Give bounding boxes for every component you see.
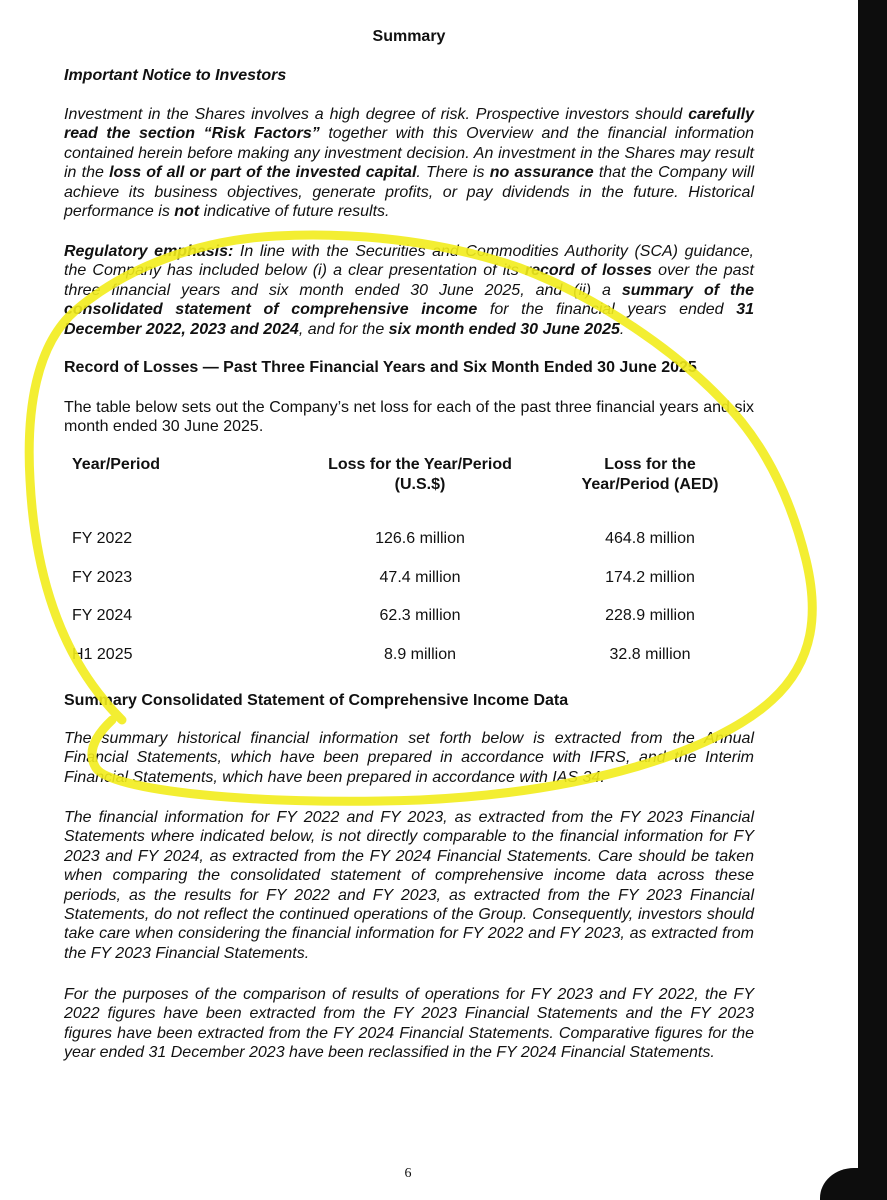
row-period: H1 2025: [72, 646, 133, 663]
income-paragraph-3: For the purposes of the comparison of results of operations for FY 2023 and FY 2022, the FY 2022 figures have been extracted from the FY 2023 Financial Statements and the FY 2023 figures have been extracted from the FY 2024 Financial Statements. Comparative figures for the year ended 31 December 2023 have been reclassified in the FY 2024 Financial Statements.: [64, 986, 754, 1062]
income-paragraph-2: The financial information for FY 2022 and FY 2023, as extracted from the FY 2023 Financial Statements where indicated below, is not directly comparable to the financial information for FY 2023 and FY 2024, as extracted from the FY 2024 Financial Statements. Care should be taken when comparing the consolidated statement of comprehensive income data across these periods, as the results for FY 2022 and FY 2023, as extracted from the FY 2023 Financial Statements, do not reflect the continued operations of the Group. Consequently, investors should take care when considering the financial information for FY 2022 and FY 2023, as extracted from the FY 2023 Financial Statements.: [64, 809, 754, 962]
page-title: Summary: [372, 28, 446, 45]
row-period: FY 2022: [72, 530, 133, 547]
regulatory-paragraph: Regulatory emphasis: In line with the Securities and Commodities Authority (SCA) guidance, the Company has included below (i) a clear presentation of its record of losses over the past three financial years and six month ended 30 June 2025, and (ii) a summary of the consolidated statement of comprehensive income for the financial years ended 31 December 2022, 2023 and 2024, and for the six month ended 30 June 2025.: [64, 243, 755, 338]
income-heading: Summary Consolidated Statement of Comprehensive Income Data: [64, 692, 569, 709]
row-usd: 126.6 million: [375, 530, 465, 547]
income-paragraph-1: The summary historical financial information set forth below is extracted from the Annual Financial Statements, which have been prepared in accordance with IFRS, and the Interim Financial Statements, which have been prepared in accordance with IAS 34.: [64, 730, 754, 786]
row-aed: 32.8 million: [609, 646, 691, 663]
column-header-usd: Loss for the Year/Period (U.S.$): [328, 456, 512, 493]
risk-factors-emphasis: carefully read the section “Risk Factors”: [64, 106, 754, 143]
page-edge-shadow: [858, 0, 887, 1200]
notice-paragraph: Investment in the Shares involves a high degree of risk. Prospective investors should carefully read the section “Risk Factors” together with this Overview and the financial information contained herein before making any investment decision. An investment in the Shares may result in the loss of all or part of the invested capital. There is no assurance that the Company will achieve its business objectives, generate profits, or pay dividends in the future. Historical performance is not indicative of future results.: [64, 106, 755, 221]
column-header-period: Year/Period: [72, 456, 161, 473]
row-aed: 464.8 million: [605, 530, 695, 547]
row-period: FY 2023: [72, 569, 133, 586]
losses-intro: The table below sets out the Company’s net loss for each of the past three financial years and six month ended 30 June 2025.: [64, 399, 754, 436]
regulatory-label: Regulatory emphasis:: [64, 243, 234, 260]
column-header-aed: Loss for the Year/Period (AED): [581, 456, 719, 493]
page-number: 6: [404, 1166, 412, 1181]
row-aed: 174.2 million: [605, 569, 695, 586]
notice-heading: Important Notice to Investors: [64, 67, 287, 84]
row-period: FY 2024: [72, 607, 133, 624]
row-aed: 228.9 million: [605, 607, 695, 624]
row-usd: 8.9 million: [383, 646, 457, 663]
row-usd: 62.3 million: [379, 607, 461, 624]
row-usd: 47.4 million: [379, 569, 461, 586]
losses-heading: Record of Losses — Past Three Financial Years and Six Month Ended 30 June 2025: [64, 359, 697, 376]
